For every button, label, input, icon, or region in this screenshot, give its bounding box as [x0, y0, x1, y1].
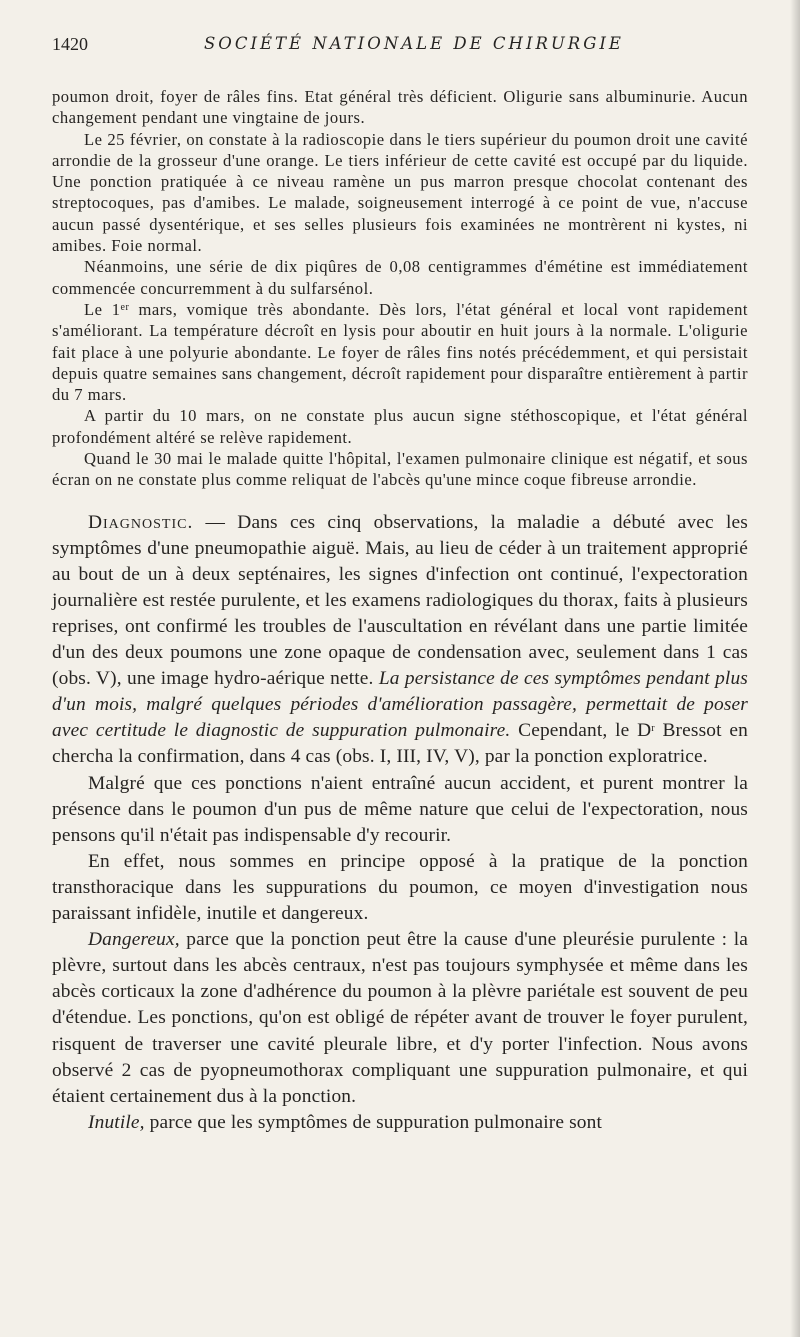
body-paragraph: En effet, nous sommes en principe opposé à la pratique de la ponction transthoracique dans les suppurations du poumon, ce moyen d'investigation nous paraissant infidèle, inutile et dangereux. [52, 850, 748, 925]
body-paragraph: Dangereux, parce que la ponction peut être la cause d'une pleurésie purulente : la plèvre, surtout dans les abcès centraux, n'est pas toujours symphysée et même dans les abcès corticaux la zone d'adhérence du poumon à la plèvre pariétale est souvent de peu d'étendue. Les ponctions, qu'on est obligé de répéter avant de trouver le foyer purulent, risquent de traverser une cavité pleurale libre, et d'y porter l'infection. Nous avons observé 2 cas de pyopneumothorax compliquant une suppuration pulmonaire, et qui étaient certainement dus à la ponction. [52, 929, 748, 1107]
diagnostic-heading: Diagnostic. [88, 511, 194, 533]
running-title: SOCIÉTÉ NATIONALE DE CHIRURGIE [204, 34, 624, 53]
observation-paragraph: Néanmoins, une série de dix piqûres de 0,08 centigrammes d'émétine est immédiatement commencée concurremment à du sulfarsénol. [52, 257, 748, 298]
running-header [52, 34, 748, 60]
page-edge-shadow [790, 0, 800, 1337]
observation-paragraph: poumon droit, foyer de râles fins. Etat général très déficient. Oligurie sans albuminurie. Aucun changement pendant une vingtaine de jours. [52, 87, 748, 128]
body-paragraph: Inutile, parce que les symptômes de suppuration pulmonaire sont [88, 1111, 603, 1133]
observation-paragraph: Quand le 30 mai le malade quitte l'hôpital, l'examen pulmonaire clinique est négatif, et sous écran on ne constate plus comme reliquat de l'abcès qu'une mince coque fibreuse arrondie. [52, 449, 748, 490]
observation-paragraph: Le 25 février, on constate à la radioscopie dans le tiers supérieur du poumon droit une cavité arrondie de la grosseur d'une orange. Le tiers inférieur de cette cavité est occupé par du liquide. Une ponction pratiquée à ce niveau ramène un pus marron presque chocolat contenant des streptocoques, pas d'amibes. Le malade, soigneusement interrogé à ce point de vue, n'accuse aucun passé dysentérique, et ses selles plusieurs fois examinées ne montrèrent ni kystes, ni amibes. Foie normal. [52, 129, 748, 256]
observation-paragraph: A partir du 10 mars, on ne constate plus aucun signe stéthoscopique, et l'état général profondément altéré se relève rapidement. [52, 406, 748, 447]
observation-section [52, 86, 748, 491]
diagnostic-paragraph: Diagnostic. — Dans ces cinq observations, la maladie a débuté avec les symptômes d'une pneumopathie aiguë. Mais, au lieu de céder à un traitement approprié au bout de un à deux septénaires, les signes d'infection ont continué, l'expectoration journalière est restée purulente, et les examens radiologiques du thorax, faits à plusieurs reprises, ont confirmé les troubles de l'auscultation en révélant dans une partie limitée d'un des deux poumons une zone opaque de condensation avec, seulement dans 1 cas (obs. V), une image hydro-aérique nette. La persistance de ces symptômes pendant plus d'un mois, malgré quelques périodes d'amélioration passagère, permettait de poser avec certitude le diagnostic de suppuration pulmonaire. Cependant, le $D^r$ Bressot en chercha la confirmation, dans 4 cas (obs. I, III, IV, V), par la ponction exploratrice. [52, 511, 748, 768]
page [52, 34, 748, 1136]
page-number: 1420 [52, 34, 88, 54]
body-paragraph: Malgré que ces ponctions n'aient entraîné aucun accident, et purent montrer la présence dans le poumon d'un pus de même nature que celui de l'expectoration, nous pensons qu'il n'était pas indispensable d'y recourir. [52, 772, 748, 846]
observation-paragraph: Le 1er mars, vomique très abondante. Dès lors, l'état général et local vont rapidement s'améliorant. La température décroît en lysis pour aboutir en huit jours à la normale. L'oligurie fait place à une polyurie abondante. Le foyer de râles fins notés précédemment, et qui persistait depuis quatre semaines sans changement, décroît rapidement pour disparaître entièrement à partir du 7 mars. [52, 299, 748, 405]
discussion-section [52, 510, 748, 1136]
